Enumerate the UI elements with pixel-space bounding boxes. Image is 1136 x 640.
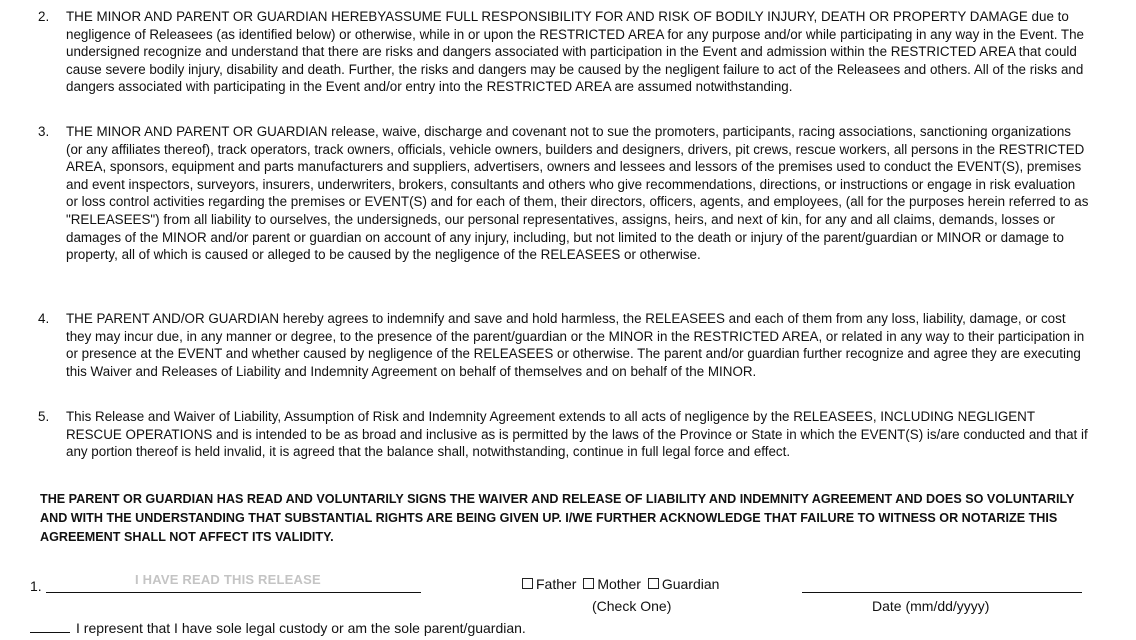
clause-3 (38, 123, 1090, 264)
clause-text: THE MINOR AND PARENT OR GUARDIAN HEREBYASSUME FULL RESPONSIBILITY FOR AND RISK OF BODILY INJURY, DEATH OR PROPERTY DAMAGE due to negligence of Releasees (as identified below) or otherwise, while in or upon the RESTRICTED AREA for any purpose and/or while participating in any way in the Event. The undersigned recognize and understand that there are risks and dangers associated with participation in the Event and admission within the RESTRICTED AREA that could cause severe bodily injury, disability and death. Further, the risks and dangers may be caused by the negligent failure to act of the Releasees and others. All of the risks and dangers associated with participating in the Event and/or entry into the RESTRICTED AREA are assumed notwithstanding. (66, 9, 1084, 95)
signature-hint: I HAVE READ THIS RELEASE (135, 572, 321, 587)
option-father[interactable] (522, 576, 576, 592)
custody-statement: I represent that I have sole legal custody or am the sole parent/guardian. (76, 620, 526, 636)
guardian-label: Guardian (661, 576, 720, 592)
clause-2 (38, 8, 1090, 96)
custody-statement-row (30, 620, 526, 636)
clause-number: 5. (38, 409, 50, 424)
signature-field[interactable] (46, 592, 421, 593)
clause-number: 2. (38, 9, 50, 24)
clause-text: This Release and Waiver of Liability, Assumption of Risk and Indemnity Agreement extends to all acts of negligence by the RELEASEES, INCLUDING NEGLIGENT RESCUE OPERATIONS and is intended to be as broad and inclusive as is permitted by the laws of the Province or State in which the EVENT(S) is/are conducted and that if any portion thereof is held invalid, it is agreed that the balance shall, notwithstanding, continue in full legal force and effect. (66, 409, 1088, 460)
signature-number: 1. (30, 578, 42, 594)
father-label: Father (536, 576, 577, 592)
acknowledgement-notice: THE PARENT OR GUARDIAN HAS READ AND VOLUNTARILY SIGNS THE WAIVER AND RELEASE OF LIABILITY AND INDEMNITY AGREEMENT AND DOES SO VOLUNTARILY AND WITH THE UNDERSTANDING THAT SUBSTANTIAL RIGHTS ARE BEING GIVEN UP. I/WE FURTHER ACKNOWLEDGE THAT FAILURE TO WITNESS OR NOTARIZE THIS AGREEMENT SHALL NOT AFFECT ITS VALIDITY. (40, 492, 1075, 544)
check-one-label: (Check One) (592, 598, 672, 614)
mother-label: Mother (597, 576, 641, 592)
date-label: Date (mm/dd/yyyy) (872, 598, 990, 614)
clause-text: THE PARENT AND/OR GUARDIAN hereby agrees to indemnify and save and hold harmless, the RELEASEES and each of them from any loss, liability, damage, or cost they may incur due, in any manner or degree, to the presence of the parent/guardian or the MINOR in the RESTRICTED AREA, or related in any way to their participation in or presence at the EVENT and whether caused by negligence of the RELEASEES or otherwise. The parent and/or guardian further recognize and agree they are executing this Waiver and Releases of Liability and Indemnity Agreement on behalf of themselves and on behalf of the MINOR. (66, 311, 1085, 379)
custody-initial-field[interactable] (30, 620, 70, 633)
clause-5 (38, 408, 1090, 461)
father-checkbox[interactable] (522, 578, 533, 589)
clause-text: THE MINOR AND PARENT OR GUARDIAN release, waive, discharge and covenant not to sue the promoters, participants, racing associations, sanctioning organizations (or any affiliates thereof), track operators, track owners, officials, vehicle owners, builders and designers, drivers, pit crews, rescue workers, all persons in the RESTRICTED AREA, sponsors, equipment and parts manufacturers and suppliers, advertisers, owners and lessees and lessors of the premises used to conduct the EVENT(S), premises and event inspectors, surveyors, insurers, underwriters, brokers, consultants and others who give recommendations, directions, or instructions or engage in risk evaluation or loss control activities regarding the premises or EVENT(S) and for each of them, their directors, officers, agents, and employees, (all for the purposes herein referred to as "RELEASEES") from all liability to ourselves, the undersigneds, our personal representatives, assigns, heirs, and next of kin, for any and all claims, demands, losses or damages of the MINOR and/or parent or guardian on account of any injury, including, but not limited to the death or injury of the parent/guardian or MINOR or damage to property, all of which is caused or alleged to be caused by the negligence of the RELEASEES or otherwise. (66, 124, 1089, 263)
date-field[interactable] (802, 592, 1082, 593)
relation-options (522, 576, 722, 592)
mother-checkbox[interactable] (583, 578, 594, 589)
guardian-checkbox[interactable] (648, 578, 659, 589)
clause-4 (38, 310, 1090, 380)
option-mother[interactable] (583, 576, 641, 592)
clause-number: 4. (38, 311, 50, 326)
clause-number: 3. (38, 124, 50, 139)
option-guardian[interactable] (648, 576, 720, 592)
